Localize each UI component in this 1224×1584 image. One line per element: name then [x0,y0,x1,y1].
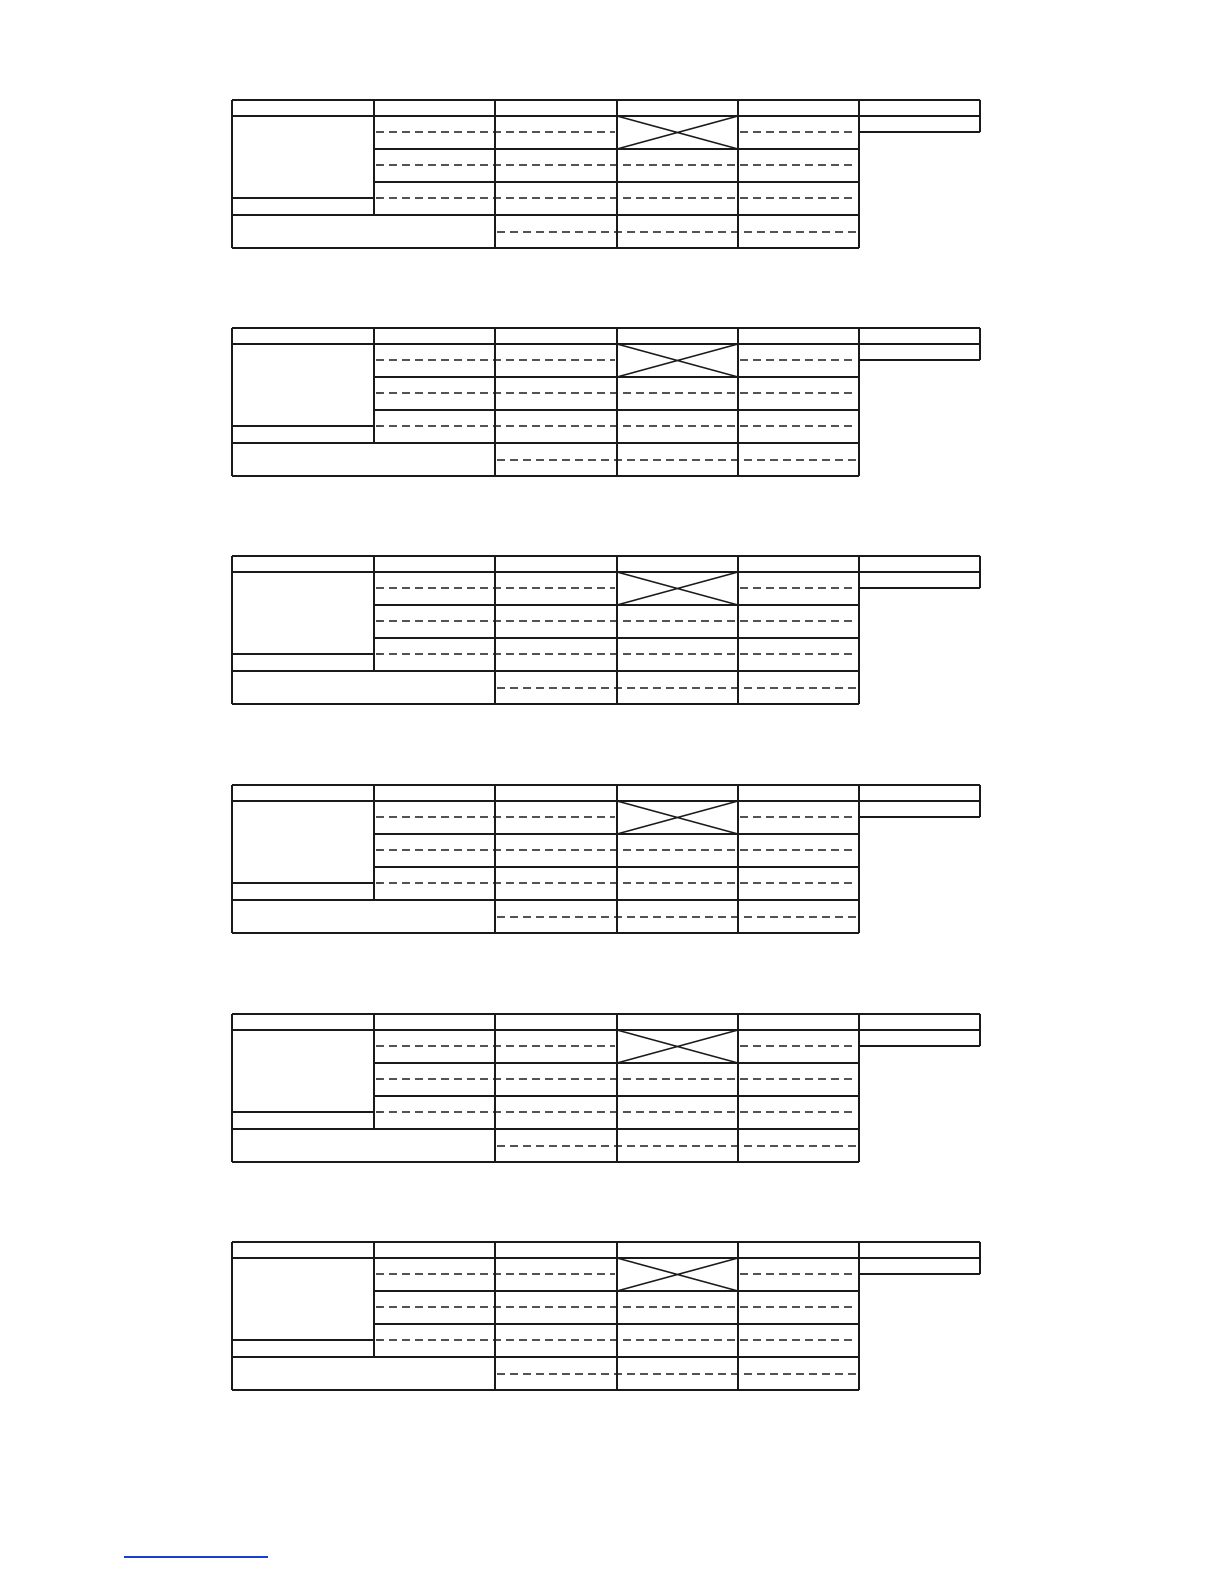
blank-form-grid-2 [232,326,982,478]
form-grid-lines [232,98,982,250]
blank-form-grid-5 [232,1012,982,1164]
form-grid-lines [232,554,982,706]
form-grid-lines [232,326,982,478]
blank-form-grid-1 [232,98,982,250]
form-grid-lines [232,1012,982,1164]
footer-link-underline[interactable] [124,1556,268,1558]
blank-form-grid-4 [232,783,982,935]
blank-form-grid-3 [232,554,982,706]
form-grid-lines [232,783,982,935]
blank-form-grid-6 [232,1240,982,1392]
form-grid-lines [232,1240,982,1392]
